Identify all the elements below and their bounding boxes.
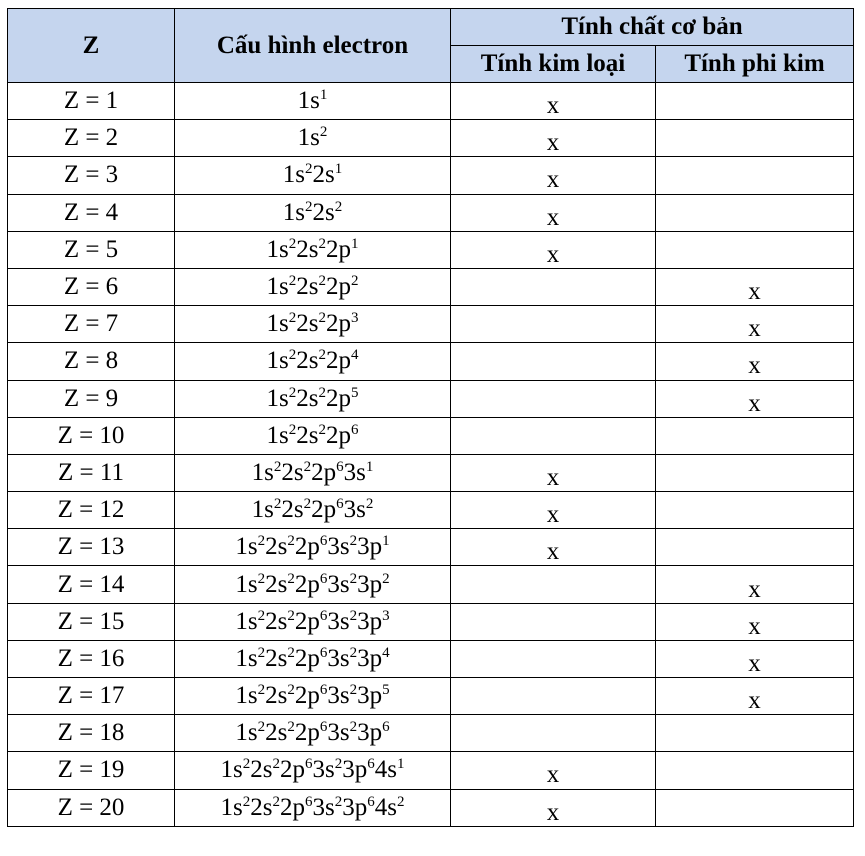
orbital: 3p bbox=[357, 607, 383, 635]
metal-mark: x bbox=[546, 761, 560, 789]
atomic-number-cell: Z = 14 bbox=[8, 566, 175, 603]
orbital: 2s bbox=[265, 533, 288, 561]
nonmetal-cell bbox=[656, 268, 854, 305]
atomic-number-cell: Z = 7 bbox=[8, 306, 175, 343]
nonmetal-cell bbox=[656, 194, 854, 231]
orbital: 3s bbox=[327, 533, 350, 561]
atomic-number-cell: Z = 20 bbox=[8, 789, 175, 826]
electron-count: 2 bbox=[349, 533, 358, 550]
electron-count: 2 bbox=[349, 607, 358, 624]
electron-count: 6 bbox=[319, 644, 328, 661]
nonmetal-mark: x bbox=[748, 687, 761, 715]
orbital: 2s bbox=[265, 719, 288, 747]
electron-count: 2 bbox=[334, 793, 343, 810]
electron-count: 2 bbox=[382, 570, 390, 587]
nonmetal-cell bbox=[656, 120, 854, 157]
electron-config-cell bbox=[175, 529, 451, 566]
table-row bbox=[8, 157, 854, 194]
metal-mark: x bbox=[546, 166, 560, 194]
nonmetal-cell bbox=[656, 789, 854, 826]
orbital: 1s bbox=[297, 124, 320, 152]
electron-count: 2 bbox=[318, 235, 326, 252]
electron-count: 2 bbox=[288, 310, 297, 327]
electron-count: 6 bbox=[305, 756, 313, 773]
atomic-number-cell: Z = 2 bbox=[8, 120, 175, 157]
electron-count: 2 bbox=[305, 198, 313, 215]
orbital: 1s bbox=[282, 161, 305, 189]
nonmetal-cell bbox=[656, 715, 854, 752]
orbital: 3s bbox=[327, 644, 350, 672]
orbital: 4s bbox=[374, 756, 397, 784]
metal-mark: x bbox=[546, 240, 560, 268]
orbital: 1s bbox=[251, 458, 274, 486]
metal-cell bbox=[451, 120, 656, 157]
orbital: 1s bbox=[266, 235, 289, 263]
atomic-number-cell: Z = 6 bbox=[8, 268, 175, 305]
metal-cell bbox=[451, 640, 656, 677]
electron-config-cell bbox=[175, 417, 451, 454]
electron-count: 2 bbox=[318, 347, 326, 364]
table-row bbox=[8, 343, 854, 380]
electron-count: 1 bbox=[396, 756, 405, 773]
electron-count: 2 bbox=[272, 793, 280, 810]
electron-count: 2 bbox=[303, 496, 312, 513]
orbital: 1s bbox=[266, 347, 289, 375]
table-row bbox=[8, 454, 854, 491]
electron-count: 2 bbox=[318, 310, 326, 327]
orbital: 2s bbox=[265, 570, 288, 598]
orbital: 2p bbox=[294, 607, 320, 635]
orbital: 1s bbox=[235, 607, 258, 635]
electron-count: 1 bbox=[334, 161, 343, 178]
orbital: 1s bbox=[235, 682, 258, 710]
electron-config-cell bbox=[175, 492, 451, 529]
orbital: 2s bbox=[250, 756, 273, 784]
orbital: 3p bbox=[357, 644, 383, 672]
orbital: 2p bbox=[325, 310, 351, 338]
electron-count: 2 bbox=[318, 384, 326, 401]
atomic-number-cell: Z = 1 bbox=[8, 83, 175, 120]
nonmetal-mark: x bbox=[748, 278, 761, 306]
electron-config-cell bbox=[175, 157, 451, 194]
metal-cell bbox=[451, 306, 656, 343]
orbital: 3p bbox=[357, 570, 383, 598]
table-row bbox=[8, 715, 854, 752]
electron-config-cell bbox=[175, 194, 451, 231]
metal-mark: x bbox=[546, 501, 560, 529]
nonmetal-mark: x bbox=[748, 389, 761, 417]
metal-cell bbox=[451, 194, 656, 231]
electron-count: 2 bbox=[288, 235, 297, 252]
metal-mark: x bbox=[546, 798, 560, 826]
electron-config-cell bbox=[175, 715, 451, 752]
electron-count: 2 bbox=[257, 644, 266, 661]
orbital: 2s bbox=[281, 458, 304, 486]
electron-count: 3 bbox=[382, 607, 390, 624]
electron-count: 2 bbox=[287, 719, 295, 736]
electron-config-cell bbox=[175, 343, 451, 380]
electron-count: 6 bbox=[336, 458, 344, 475]
metal-cell bbox=[451, 157, 656, 194]
atomic-number-cell: Z = 9 bbox=[8, 380, 175, 417]
electron-config-cell bbox=[175, 678, 451, 715]
electron-config-cell bbox=[175, 268, 451, 305]
metal-mark: x bbox=[546, 203, 560, 231]
orbital: 2s bbox=[296, 421, 319, 449]
orbital: 1s bbox=[266, 384, 289, 412]
electron-count: 2 bbox=[287, 570, 295, 587]
nonmetal-cell bbox=[656, 157, 854, 194]
table-row bbox=[8, 306, 854, 343]
electron-count: 2 bbox=[273, 496, 282, 513]
electron-count: 2 bbox=[334, 198, 343, 215]
electron-count: 2 bbox=[272, 756, 280, 773]
orbital: 1s bbox=[282, 198, 305, 226]
electron-count: 2 bbox=[350, 273, 359, 290]
electron-count: 4 bbox=[382, 644, 390, 661]
orbital: 2p bbox=[294, 719, 320, 747]
table-row bbox=[8, 194, 854, 231]
atomic-number-cell: Z = 8 bbox=[8, 343, 175, 380]
electron-count: 2 bbox=[288, 421, 297, 438]
orbital: 2p bbox=[325, 235, 351, 263]
electron-count: 2 bbox=[334, 756, 343, 773]
orbital: 3s bbox=[312, 793, 335, 821]
atomic-number-cell: Z = 12 bbox=[8, 492, 175, 529]
electron-count: 2 bbox=[273, 458, 282, 475]
atomic-number-cell: Z = 11 bbox=[8, 454, 175, 491]
atomic-number-cell: Z = 17 bbox=[8, 678, 175, 715]
electron-count: 6 bbox=[350, 421, 359, 438]
orbital: 2s bbox=[312, 198, 335, 226]
electron-count: 2 bbox=[349, 644, 358, 661]
orbital: 3p bbox=[357, 682, 383, 710]
nonmetal-cell bbox=[656, 343, 854, 380]
electron-count: 5 bbox=[350, 384, 359, 401]
orbital: 1s bbox=[266, 421, 289, 449]
orbital: 1s bbox=[235, 719, 258, 747]
metal-cell bbox=[451, 268, 656, 305]
header-z: Z bbox=[8, 9, 175, 83]
electron-count: 1 bbox=[350, 235, 359, 252]
electron-count: 1 bbox=[319, 87, 328, 104]
nonmetal-cell bbox=[656, 83, 854, 120]
table-body bbox=[8, 83, 854, 827]
orbital: 2p bbox=[325, 273, 351, 301]
orbital: 1s bbox=[297, 87, 320, 115]
table-row bbox=[8, 83, 854, 120]
metal-cell bbox=[451, 492, 656, 529]
electron-count: 2 bbox=[287, 607, 295, 624]
table-row bbox=[8, 678, 854, 715]
electron-count: 2 bbox=[319, 124, 328, 141]
table-row bbox=[8, 603, 854, 640]
electron-count: 6 bbox=[319, 682, 328, 699]
orbital: 3s bbox=[343, 458, 366, 486]
orbital: 1s bbox=[235, 644, 258, 672]
metal-mark: x bbox=[546, 129, 560, 157]
nonmetal-cell bbox=[656, 678, 854, 715]
nonmetal-mark: x bbox=[748, 575, 761, 603]
nonmetal-mark: x bbox=[748, 649, 761, 677]
nonmetal-cell bbox=[656, 231, 854, 268]
electron-count: 2 bbox=[257, 682, 266, 699]
electron-count: 5 bbox=[382, 682, 390, 699]
table-row bbox=[8, 529, 854, 566]
electron-count: 6 bbox=[336, 496, 344, 513]
atomic-number-cell: Z = 16 bbox=[8, 640, 175, 677]
table-row bbox=[8, 268, 854, 305]
orbital: 2p bbox=[294, 533, 320, 561]
orbital: 2p bbox=[325, 384, 351, 412]
electron-count: 2 bbox=[318, 421, 326, 438]
metal-cell bbox=[451, 566, 656, 603]
metal-cell bbox=[451, 380, 656, 417]
electron-count: 2 bbox=[349, 682, 358, 699]
orbital: 1s bbox=[235, 533, 258, 561]
electron-config-cell bbox=[175, 380, 451, 417]
nonmetal-cell bbox=[656, 380, 854, 417]
nonmetal-mark: x bbox=[748, 315, 761, 343]
table-row bbox=[8, 120, 854, 157]
electron-count: 2 bbox=[288, 347, 297, 364]
atomic-number-cell: Z = 18 bbox=[8, 715, 175, 752]
metal-cell bbox=[451, 231, 656, 268]
electron-count: 2 bbox=[305, 161, 313, 178]
metal-cell bbox=[451, 789, 656, 826]
orbital: 3s bbox=[327, 719, 350, 747]
electron-count: 2 bbox=[242, 756, 251, 773]
table-row bbox=[8, 492, 854, 529]
orbital: 3s bbox=[327, 570, 350, 598]
electron-count: 4 bbox=[350, 347, 359, 364]
electron-count: 6 bbox=[367, 793, 375, 810]
electron-config-cell bbox=[175, 789, 451, 826]
metal-cell bbox=[451, 678, 656, 715]
table-row bbox=[8, 380, 854, 417]
atomic-number-cell: Z = 15 bbox=[8, 603, 175, 640]
atomic-number-cell: Z = 13 bbox=[8, 529, 175, 566]
nonmetal-cell bbox=[656, 417, 854, 454]
nonmetal-cell bbox=[656, 566, 854, 603]
table-row bbox=[8, 566, 854, 603]
atomic-number-cell: Z = 5 bbox=[8, 231, 175, 268]
electron-count: 2 bbox=[303, 458, 312, 475]
electron-config-cell bbox=[175, 306, 451, 343]
metal-cell bbox=[451, 715, 656, 752]
orbital: 3p bbox=[357, 719, 383, 747]
electron-count: 2 bbox=[365, 496, 374, 513]
electron-count: 2 bbox=[288, 273, 297, 290]
atomic-number-cell: Z = 4 bbox=[8, 194, 175, 231]
table-row bbox=[8, 231, 854, 268]
orbital: 2s bbox=[296, 310, 319, 338]
orbital: 2s bbox=[281, 496, 304, 524]
nonmetal-cell bbox=[656, 492, 854, 529]
electron-count: 6 bbox=[319, 570, 328, 587]
orbital: 2s bbox=[312, 161, 335, 189]
orbital: 2s bbox=[250, 793, 273, 821]
table-row bbox=[8, 417, 854, 454]
electron-count: 6 bbox=[367, 756, 375, 773]
orbital: 2p bbox=[311, 496, 337, 524]
orbital: 2s bbox=[265, 682, 288, 710]
orbital: 3s bbox=[327, 607, 350, 635]
electron-config-cell bbox=[175, 120, 451, 157]
electron-config-cell bbox=[175, 752, 451, 789]
electron-config-cell bbox=[175, 231, 451, 268]
orbital: 2p bbox=[325, 421, 351, 449]
orbital: 1s bbox=[251, 496, 274, 524]
metal-cell bbox=[451, 603, 656, 640]
header-nonmetal: Tính phi kim bbox=[656, 46, 854, 83]
atomic-number-cell: Z = 19 bbox=[8, 752, 175, 789]
electron-count: 6 bbox=[382, 719, 390, 736]
nonmetal-mark: x bbox=[748, 352, 761, 380]
electron-config-cell bbox=[175, 83, 451, 120]
nonmetal-mark: x bbox=[748, 612, 761, 640]
electron-count: 2 bbox=[287, 533, 295, 550]
orbital: 3s bbox=[327, 682, 350, 710]
electron-count: 6 bbox=[319, 719, 328, 736]
metal-cell bbox=[451, 529, 656, 566]
header-config: Cấu hình electron bbox=[175, 9, 451, 83]
orbital: 2p bbox=[325, 347, 351, 375]
orbital: 2s bbox=[265, 644, 288, 672]
electron-count: 2 bbox=[287, 644, 295, 661]
metal-cell bbox=[451, 417, 656, 454]
nonmetal-cell bbox=[656, 752, 854, 789]
orbital: 2s bbox=[296, 384, 319, 412]
electron-count: 2 bbox=[257, 570, 266, 587]
orbital: 2s bbox=[265, 607, 288, 635]
electron-configuration-table bbox=[7, 8, 854, 827]
orbital: 2p bbox=[294, 570, 320, 598]
orbital: 2p bbox=[294, 682, 320, 710]
electron-count: 6 bbox=[319, 607, 328, 624]
table-row bbox=[8, 752, 854, 789]
orbital: 1s bbox=[266, 273, 289, 301]
table-row bbox=[8, 789, 854, 826]
orbital: 2s bbox=[296, 273, 319, 301]
header-metal: Tính kim loại bbox=[451, 46, 656, 83]
electron-count: 2 bbox=[288, 384, 297, 401]
electron-count: 2 bbox=[349, 570, 358, 587]
orbital: 2s bbox=[296, 347, 319, 375]
table-row bbox=[8, 640, 854, 677]
electron-count: 2 bbox=[318, 273, 326, 290]
orbital: 3s bbox=[343, 496, 366, 524]
orbital: 4s bbox=[374, 793, 397, 821]
orbital: 3p bbox=[342, 756, 368, 784]
electron-count: 2 bbox=[257, 719, 266, 736]
nonmetal-cell bbox=[656, 454, 854, 491]
electron-count: 2 bbox=[396, 793, 405, 810]
metal-mark: x bbox=[546, 92, 560, 120]
orbital: 3s bbox=[312, 756, 335, 784]
electron-count: 2 bbox=[242, 793, 251, 810]
orbital: 1s bbox=[220, 793, 243, 821]
electron-count: 2 bbox=[257, 533, 266, 550]
electron-count: 2 bbox=[287, 682, 295, 699]
nonmetal-cell bbox=[656, 603, 854, 640]
orbital: 1s bbox=[235, 570, 258, 598]
metal-cell bbox=[451, 83, 656, 120]
electron-config-cell bbox=[175, 454, 451, 491]
orbital: 1s bbox=[266, 310, 289, 338]
orbital: 2p bbox=[280, 756, 305, 784]
nonmetal-cell bbox=[656, 640, 854, 677]
electron-count: 1 bbox=[365, 458, 374, 475]
orbital: 2s bbox=[296, 235, 319, 263]
orbital: 3p bbox=[357, 533, 383, 561]
metal-mark: x bbox=[546, 463, 560, 491]
electron-count: 6 bbox=[305, 793, 313, 810]
orbital: 2p bbox=[280, 793, 305, 821]
electron-count: 1 bbox=[382, 533, 390, 550]
electron-count: 3 bbox=[350, 310, 359, 327]
atomic-number-cell: Z = 10 bbox=[8, 417, 175, 454]
electron-config-cell bbox=[175, 640, 451, 677]
orbital: 2p bbox=[311, 458, 337, 486]
electron-count: 2 bbox=[349, 719, 358, 736]
nonmetal-cell bbox=[656, 306, 854, 343]
orbital: 1s bbox=[220, 756, 243, 784]
orbital: 2p bbox=[294, 644, 320, 672]
metal-mark: x bbox=[546, 538, 560, 566]
metal-cell bbox=[451, 343, 656, 380]
atomic-number-cell: Z = 3 bbox=[8, 157, 175, 194]
header-properties: Tính chất cơ bản bbox=[451, 9, 854, 46]
metal-cell bbox=[451, 752, 656, 789]
orbital: 3p bbox=[342, 793, 368, 821]
nonmetal-cell bbox=[656, 529, 854, 566]
electron-count: 2 bbox=[257, 607, 266, 624]
electron-config-cell bbox=[175, 603, 451, 640]
electron-count: 6 bbox=[319, 533, 328, 550]
electron-config-cell bbox=[175, 566, 451, 603]
metal-cell bbox=[451, 454, 656, 491]
